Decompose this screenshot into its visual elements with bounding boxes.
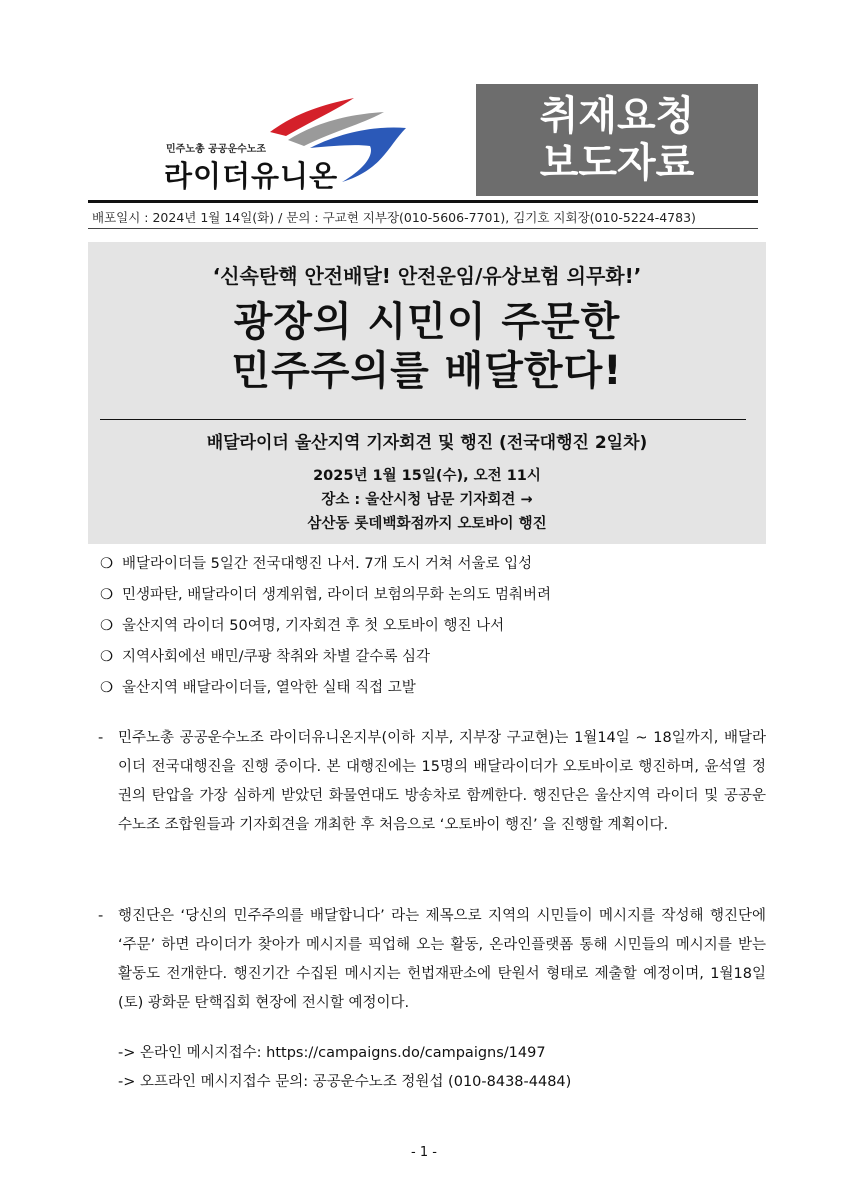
bullet-text: 배달라이더들 5일간 전국대행진 나서. 7개 도시 거쳐 서울로 입성 bbox=[122, 556, 533, 572]
headline-divider bbox=[100, 419, 746, 420]
bullet-text: 울산지역 라이더 50여명, 기자회견 후 첫 오토바이 행진 나서 bbox=[122, 618, 505, 634]
event-place: 장소 : 울산시청 남문 기자회견 → bbox=[321, 492, 533, 508]
logo-title: 라이더유니온 bbox=[164, 159, 339, 193]
header-divider bbox=[88, 200, 758, 203]
title-line-1: 취재요청 bbox=[539, 92, 695, 139]
press-release-title-box bbox=[476, 84, 758, 196]
bullet-text: 지역사회에선 배민/쿠팡 착취와 차별 갈수록 심각 bbox=[122, 649, 431, 665]
bullet-text: 민생파탄, 배달라이더 생계위협, 라이더 보험의무화 논의도 멈춰버려 bbox=[122, 587, 552, 603]
offline-message-contact: -> 오프라인 메시지접수 문의: 공공운수노조 정원섭 (010-8438-4484) bbox=[118, 1074, 572, 1090]
bullet-circle-icon: ❍ bbox=[100, 649, 113, 665]
summary-bullets bbox=[100, 552, 760, 707]
event-datetime: 2025년 1월 15일(수), 오전 11시 bbox=[313, 468, 541, 484]
body-paragraph-1 bbox=[98, 724, 766, 840]
online-message-link[interactable]: -> 온라인 메시지접수: https://campaigns.do/campaigns/1497 bbox=[118, 1045, 546, 1061]
paragraph-text: 민주노총 공공운수노조 라이더유니온지부(이하 지부, 지부장 구교현)는 1월14일 ~ 18일까지, 배달라이더 전국대행진을 진행 중이다. 본 대행진에는 15명의 배달라이더가 오토바이로 행진하며, 윤석열 정권의 탄압을 가장 심하게 받았던 화물연대도 방송차로 함께한다. 행진단은 울산지역 라이더 및 공공운수노조 조합원들과 기자회견을 개최한 후 처음으로 ‘오토바이 행진’ 을 진행할 계획이다. bbox=[118, 730, 766, 833]
headline-kicker: ‘신속탄핵 안전배달! 안전운임/유상보험 의무화!’ bbox=[212, 264, 642, 288]
main-headline-line-1: 광장의 시민이 주문한 bbox=[233, 299, 621, 345]
page-number: - 1 - bbox=[411, 1145, 437, 1160]
main-headline bbox=[88, 298, 766, 396]
list-item bbox=[100, 583, 760, 614]
paragraph-dash: - bbox=[98, 730, 104, 746]
main-headline-line-2: 민주주의를 배달한다! bbox=[231, 347, 623, 394]
event-subtitle: 배달라이더 울산지역 기자회견 및 행진 (전국대행진 2일차) bbox=[206, 433, 648, 453]
list-item bbox=[100, 552, 760, 583]
list-item bbox=[100, 645, 760, 676]
bullet-circle-icon: ❍ bbox=[100, 618, 113, 634]
bullet-circle-icon: ❍ bbox=[100, 587, 113, 603]
body-paragraph-2 bbox=[98, 902, 766, 1018]
issue-info: 배포일시 : 2024년 1월 14일(화) / 문의 : 구교현 지부장(010-5606-7701), 김기호 지회장(010-5224-4783) bbox=[88, 205, 758, 229]
paragraph-text: 행진단은 ‘당신의 민주주의를 배달합니다’ 라는 제목으로 지역의 시민들이 메시지를 작성해 행진단에 ‘주문’ 하면 라이더가 찾아가 메시지를 픽업해 오는 활동, 온라인플랫폼 통해 시민들의 메시지를 받는 활동도 전개한다. 행진기간 수집된 메시지는 헌법재판소에 탄원서 형태로 제출할 예정이며, 1월18일(토) 광화문 탄핵집회 현장에 전시할 예정이다. bbox=[118, 908, 766, 1011]
headline-box bbox=[88, 242, 766, 544]
event-route: 삼산동 롯데백화점까지 오토바이 행진 bbox=[307, 516, 547, 532]
union-logo bbox=[160, 96, 420, 192]
bullet-circle-icon: ❍ bbox=[100, 680, 113, 696]
list-item bbox=[100, 676, 760, 707]
bullet-text: 울산지역 배달라이더들, 열악한 실태 직접 고발 bbox=[122, 680, 416, 696]
logo-subtitle: 민주노총 공공운수노조 bbox=[166, 144, 267, 155]
paragraph-dash: - bbox=[98, 908, 104, 924]
bullet-circle-icon: ❍ bbox=[100, 556, 113, 572]
title-line-2: 보도자료 bbox=[539, 140, 695, 186]
list-item bbox=[100, 614, 760, 645]
